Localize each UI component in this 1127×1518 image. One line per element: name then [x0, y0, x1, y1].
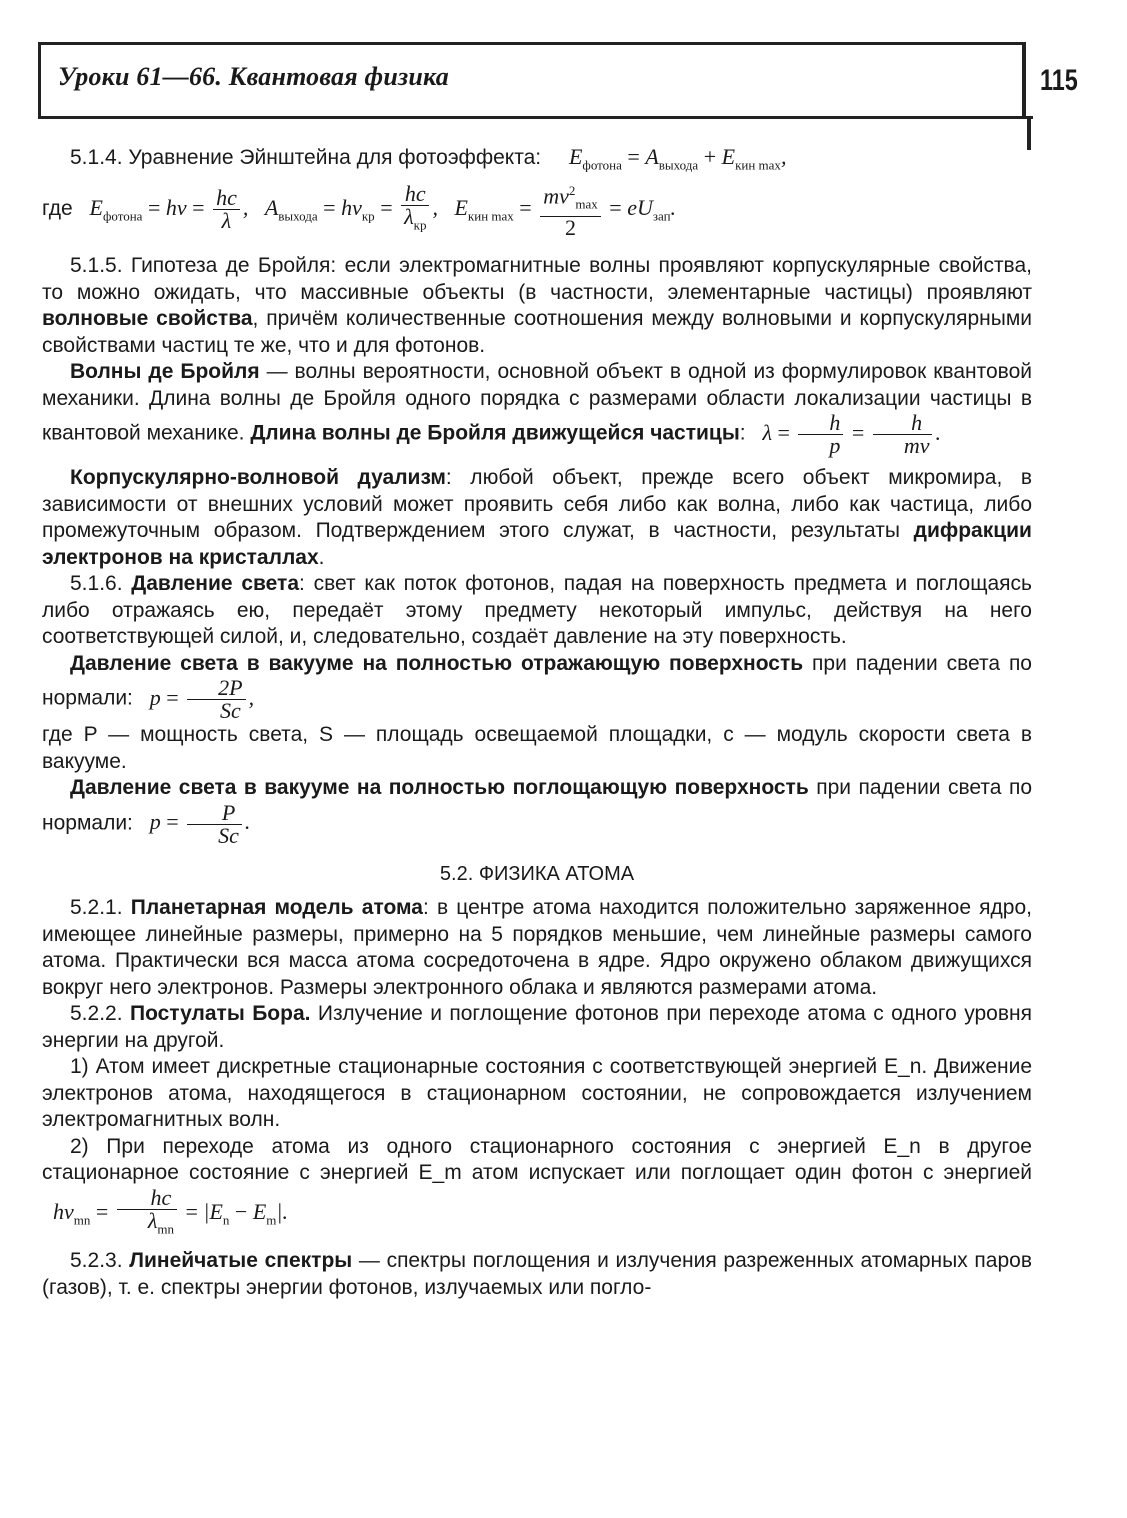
section-title: 5.2. ФИЗИКА АТОМА: [439, 862, 635, 885]
absorbing-pressure-formula: p = $\frac{P}{Sc}$ .: [138, 799, 251, 848]
einstein-definitions: $E_{фотона} = h\nu$ = $\frac{hc}{\lambda}$ , $A_{выхода} = h\nu_{кр}$ = $\frac{hc}{\lambda_{кр}}$ , $E_{кин max}$ = $\frac{mv^2_{max}}{2}$ = $eU_{зап}$.: [78, 181, 677, 241]
paragraph-5-1-4: 5.1.4. Уравнение Эйнштейна для фотоэффекта: $E_{фотона} = A_{выхода} + E_{кин max}$,: [70, 144, 787, 173]
paragraph-wave-particle-duality: Корпускулярно-волновой дуализм: любой объект, прежде всего объект микромира, в зависимости от внешних условий может проявить себя либо как волна, либо как частица, либо промежуточным образом. Подтверждением этого служат, в частности, результаты дифракции электронов на кристаллах.: [42, 466, 1032, 569]
paragraph-5-1-6: 5.1.6. Давление света: свет как поток фотонов, падая на поверхность предмета и поглощаясь либо отражаясь ею, передаёт этому предмету некоторый импульс, действуя на него соответствующей силой, и, следовательно, создаёт давление на эту поверхность.: [42, 572, 1032, 649]
paragraph-5-1-5: 5.1.5. Гипотеза де Бройля: если электромагнитные волны проявляют корпускулярные свойства, то можно ожидать, что массивные объекты (в частности, элементарные частицы) проявляют волновые свойства, причём количественные соотношения между волновыми и корпускулярными свойствами частиц те же, что и для фотонов.: [42, 254, 1032, 357]
bohr-postulate-1: 1) Атом имеет дискретные стационарные состояния с соответствующей энергией E_n. Движение электронов атома, находящегося в стационарном состоянии, не сопровождается излучением электромагнитных волн.: [42, 1055, 1032, 1132]
einstein-equation: $E_{фотона} = A_{выхода} + E_{кин max}$,: [546, 144, 787, 173]
reflecting-pressure-formula: p = $\frac{2P}{Sc}$ ,: [138, 675, 255, 724]
bohr-postulate-2: 2) При переходе атома из одного стационарного состояния с энергией E_n в другое стационарное состояние с энергией E_m атом испускает или поглощает один фотон с энергией $h\nu_{mn}$ = $\frac{hc}{\lambda_{mn}}$ = $|E_n - E_m|$.: [42, 1134, 1032, 1237]
header-rule: [38, 116, 1033, 119]
paragraph-absorbing-pressure: Давление света в вакууме на полностью поглощающую поверхность при падении света по нормали: p = $\frac{P}{Sc}$ .: [42, 776, 1032, 848]
chapter-title: Уроки 61—66. Квантовая физика: [58, 62, 449, 91]
page-number: 115: [1040, 64, 1078, 97]
de-broglie-formula: λ = $\frac{h}{p}$ = $\frac{h}{mv}$ .: [751, 410, 941, 459]
paragraph-5-2-3: 5.2.3. Линейчатые спектры — спектры поглощения и излучения разреженных атомарных паров (газов), т. е. спектры энергии фотонов, излучаемых или погло-: [42, 1249, 1032, 1299]
paragraph-de-broglie-waves: Волны де Бройля — волны вероятности, основной объект в одной из формулировок квантовой механики. Длина волны де Бройля одного порядка с размерами области локализации частицы в квантовой механике. Длина волны де Бройля движущейся частицы: λ = $\frac{h}{p}$ = $\frac{h}{mv}$ .: [42, 360, 1032, 459]
paragraph-5-1-4-defs: где $E_{фотона} = h\nu$ = $\frac{hc}{\lambda}$ , $A_{выхода} = h\nu_{кр}$ = $\frac{hc}{\lambda_{кр}}$ , $E_{кин max}$ = $\frac{mv^2_{max}}{2}$ = $eU_{зап}$.: [42, 181, 677, 241]
page-content: [42, 142, 1032, 1301]
paragraph-reflecting-pressure: Давление света в вакууме на полностью отражающую поверхность при падении света по нормали: p = $\frac{2P}{Sc}$ ,: [42, 651, 1032, 724]
bohr-frequency-formula: $h\nu_{mn}$ = $\frac{hc}{\lambda_{mn}}$ = $|E_n - E_m|$.: [42, 1184, 288, 1237]
paragraph-5-2-2: 5.2.2. Постулаты Бора. Излучение и поглощение фотонов при переходе атома с одного уровня энергии на другой.: [42, 1002, 1032, 1052]
paragraph-pressure-legend: где P — мощность света, S — площадь освещаемой площадки, c — модуль скорости света в вакууме.: [42, 723, 1032, 773]
paragraph-5-2-1: 5.2.1. Планетарная модель атома: в центре атома находится положительно заряженное ядро, имеющее линейные размеры, примерно на 5 порядков меньшие, чем линейные размеры самого атома. Практически вся масса атома сосредоточена в ядре. Ядро окружено облаком движущихся вокруг него электронов. Размеры электронного облака и являются размерами атома.: [42, 896, 1032, 999]
